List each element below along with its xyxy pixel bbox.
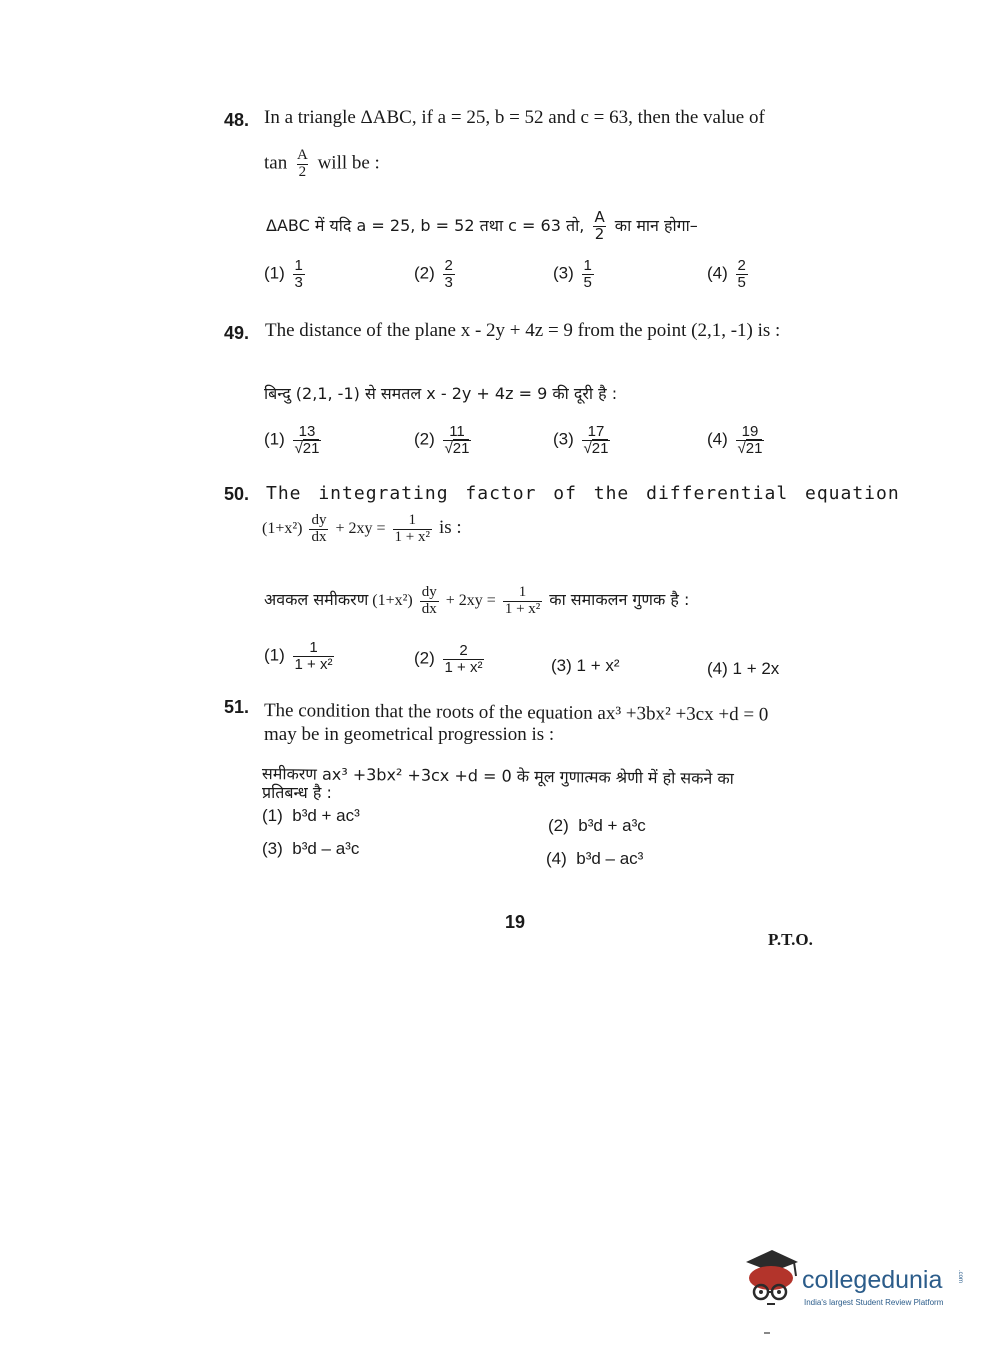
question-51-text-line2: may be in geometrical progression is : [264,724,555,745]
question-51-text: The condition that the roots of the equation ax³ +3bx² +3cx +d = 0 [263,700,769,726]
numerator: 1 [408,512,417,528]
question-50-equation [262,513,462,546]
option-text: 1 + x² [576,656,620,675]
numerator: 13 [298,423,316,440]
option-label: (3) [551,656,572,675]
question-51-hindi: समीकरण ax³ +3bx² +3cx +d = 0 के मूल गुणात्मक श्रेणी में हो सकने का [261,764,734,788]
denominator: 1 + x² [294,655,333,673]
question-51-hindi-line2: प्रतिबन्ध है : [262,783,332,802]
option-label: (1) [264,429,285,449]
numerator: 11 [449,423,465,440]
option-2[interactable] [414,424,474,457]
question-49-hindi: बिन्दु (2,1, -1) से समतल x - 2y + 4z = 9 की दूरी है : [264,384,618,403]
numerator: 19 [741,423,759,440]
question-48-text: In a triangle ΔABC, if a = 25, b = 52 and c = 63, then the value of [264,107,765,128]
option-label: (4) [707,429,728,449]
question-50-text: The integrating factor of the differential equation [266,483,900,504]
option-label: (4) [707,659,728,678]
question-51-number: 51. [224,697,250,717]
option-label: (3) [262,839,283,858]
fraction [293,258,305,291]
option-label: (4) [546,849,567,868]
fraction [592,210,606,243]
numerator: dy [311,512,327,528]
option-label: (2) [414,648,435,668]
is-label: is : [439,516,462,538]
denominator: 3 [294,273,303,291]
denominator: dx [421,600,437,617]
numerator: 1 [583,257,592,274]
radicand: 21 [302,439,320,457]
logo-wordmark: collegedunia [802,1266,943,1294]
option-4[interactable] [546,849,643,869]
option-3[interactable] [551,656,620,676]
option-2[interactable] [414,258,458,291]
option-text: b³d – ac³ [576,849,644,868]
option-text: b³d – a³c [292,839,360,858]
option-3[interactable] [262,839,359,859]
option-1[interactable] [264,640,337,673]
option-1[interactable] [262,806,360,826]
option-label: (3) [553,263,574,283]
numerator: 2 [737,257,746,274]
option-3[interactable] [553,424,613,457]
tan-label: tan [264,152,288,174]
fraction [443,258,455,291]
fraction [582,258,594,291]
radical-sign: √ [294,439,303,457]
fraction [293,424,322,457]
radical-sign: √ [737,439,746,457]
question-48-number: 48. [224,110,250,130]
denominator [293,440,322,457]
option-4[interactable] [707,258,751,291]
denominator: 3 [444,273,453,291]
option-4[interactable] [707,659,779,679]
numerator: 1 [518,584,527,600]
option-3[interactable] [553,258,597,291]
mascot-icon [740,1248,802,1312]
option-label: (4) [707,263,728,283]
hindi-text: का मान होगा– [614,215,698,235]
fraction [582,424,611,457]
denominator [582,440,611,457]
hindi-text: का समाकलन गुणक है : [549,589,690,609]
option-label: (2) [548,816,569,835]
option-label: (1) [264,263,285,283]
numerator: 1 [294,257,303,274]
denominator: dx [311,528,327,545]
denominator [736,440,765,457]
fraction [295,148,310,181]
radical-sign: √ [583,439,592,457]
equation-mid: + 2xy = [445,591,496,609]
option-label: (3) [553,429,574,449]
equation-lhs: (1+x²) [372,591,413,609]
fraction [443,643,485,676]
derivative [309,513,328,546]
fraction [293,640,335,673]
hindi-text: ΔABC में यदि a = 25, b = 52 तथा c = 63 तो, [266,215,585,235]
question-48-hindi [266,210,698,243]
derivative [420,585,439,618]
will-be-label: will be : [317,152,380,174]
denominator: 2 [298,163,307,180]
option-1[interactable] [264,258,308,291]
denominator: 2 [594,224,605,243]
numerator: 2 [459,642,468,659]
fraction [503,585,542,618]
page-number: 19 [505,912,526,932]
question-48-tan-line [264,148,380,181]
fraction [736,424,765,457]
denominator [443,440,472,457]
numerator: A [594,208,605,226]
fraction [443,424,472,457]
radicand: 21 [591,439,609,457]
equation-mid: + 2xy = [335,519,386,537]
option-label: (2) [414,429,435,449]
radicand: 21 [452,439,470,457]
option-text: b³d + ac³ [292,806,360,825]
denominator: 5 [737,273,746,291]
denominator: 1 + x² [504,600,541,617]
fraction [393,513,432,546]
numerator: 17 [587,423,605,440]
fraction [736,258,748,291]
numerator: dy [421,584,437,600]
collegedunia-logo [740,1248,970,1318]
denominator: 1 + x² [444,658,483,676]
denominator: 5 [583,273,592,291]
option-2[interactable] [548,816,646,836]
equation-lhs: (1+x²) [262,519,303,537]
question-49-number: 49. [224,323,250,343]
numerator: 2 [444,257,453,274]
option-text: 1 + 2x [732,659,780,678]
denominator: 1 + x² [394,528,430,545]
option-4[interactable] [707,424,767,457]
option-2[interactable] [414,643,487,676]
pto-label: P.T.O. [768,930,813,949]
option-label: (1) [264,645,285,665]
question-49-text: The distance of the plane x - 2y + 4z = 9 from the point (2,1, -1) is : [265,320,781,341]
option-1[interactable] [264,424,324,457]
numerator: 1 [309,639,318,656]
option-text: b³d + a³c [578,816,646,835]
radical-sign: √ [444,439,453,457]
question-50-hindi [264,585,689,618]
logo-tagline: India's largest Student Review Platform [804,1298,944,1307]
option-label: (2) [414,263,435,283]
scan-mark [764,1332,770,1334]
numerator: A [296,147,308,163]
radicand: 21 [745,439,763,457]
logo-suffix: .com [957,1270,963,1284]
hindi-text: अवकल समीकरण [264,589,369,609]
question-50-number: 50. [224,484,250,504]
option-label: (1) [262,806,283,825]
